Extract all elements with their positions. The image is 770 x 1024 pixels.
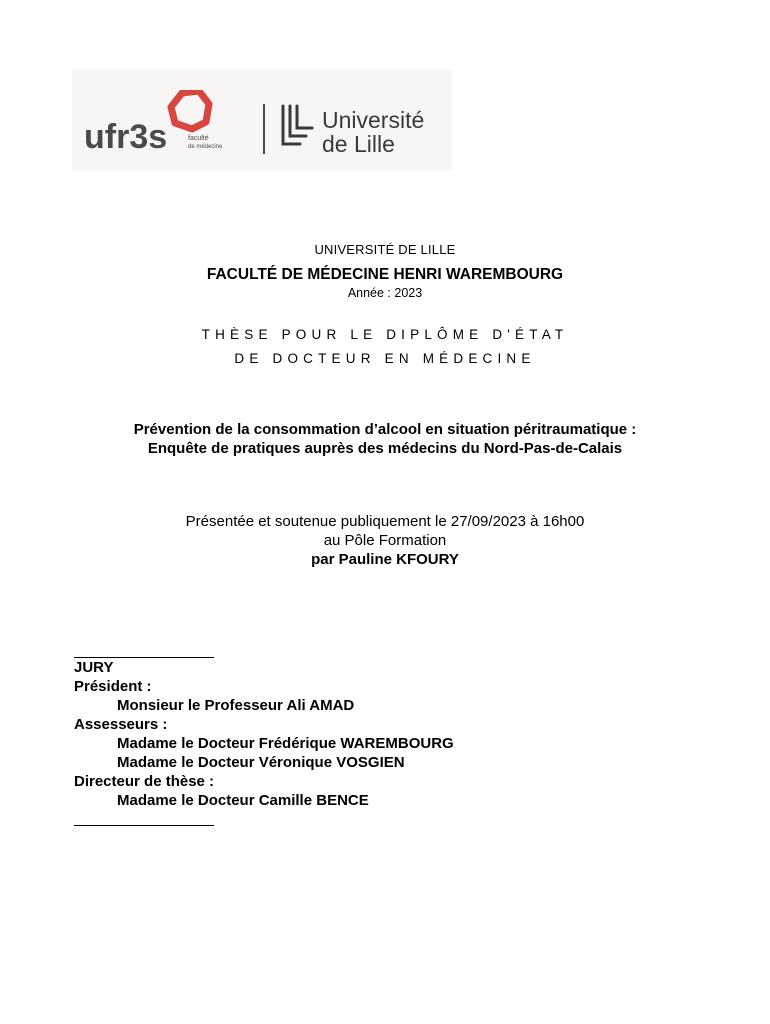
ufr3s-logo [84,90,254,160]
svg-text:Université: Université [322,107,425,133]
thesis-type-line-2: DE DOCTEUR EN MÉDECINE [234,351,536,366]
assessors-label: Assesseurs : [74,716,168,733]
svg-text:de médecine: de médecine [188,144,223,150]
defense-date-line: Présentée et soutenue publiquement le 27/09/2023 à 16h00 [185,513,585,530]
ufr-logo-wordmark: ufr3s [84,118,168,156]
svg-text:de Lille: de Lille [322,131,395,157]
director-label: Directeur de thèse : [74,773,215,790]
thesis-title-line-1: Prévention de la consommation d’alcool en situation péritraumatique : [133,421,637,438]
jury-heading: JURY [74,659,114,676]
faculty-name: FACULTÉ DE MÉDECINE HENRI WAREMBOURG [206,266,564,283]
logo-divider [263,104,265,154]
svg-text:faculté: faculté [188,135,209,142]
academic-year: Année : 2023 [347,286,423,300]
assessor-name: Madame le Docteur Frédérique WAREMBOURG [117,735,454,752]
jury-bottom-rule [74,825,214,826]
president-label: Président : [74,678,152,695]
thesis-title-line-2: Enquête de pratiques auprès des médecins du Nord-Pas-de-Calais [147,440,623,457]
president-name: Monsieur le Professeur Ali AMAD [117,697,355,714]
header-logos [72,70,452,170]
thesis-type-line-1: THÈSE POUR LE DIPLÔME D'ÉTAT [201,327,569,342]
assessor-name: Madame le Docteur Véronique VOSGIEN [117,754,405,771]
author-name: par Pauline KFOURY [311,551,459,568]
jury-top-rule [74,657,214,658]
defense-location-line: au Pôle Formation [323,532,447,549]
director-name: Madame le Docteur Camille BENCE [117,792,369,809]
university-name: UNIVERSITÉ DE LILLE [314,242,456,257]
universite-de-lille-logo [280,104,450,160]
